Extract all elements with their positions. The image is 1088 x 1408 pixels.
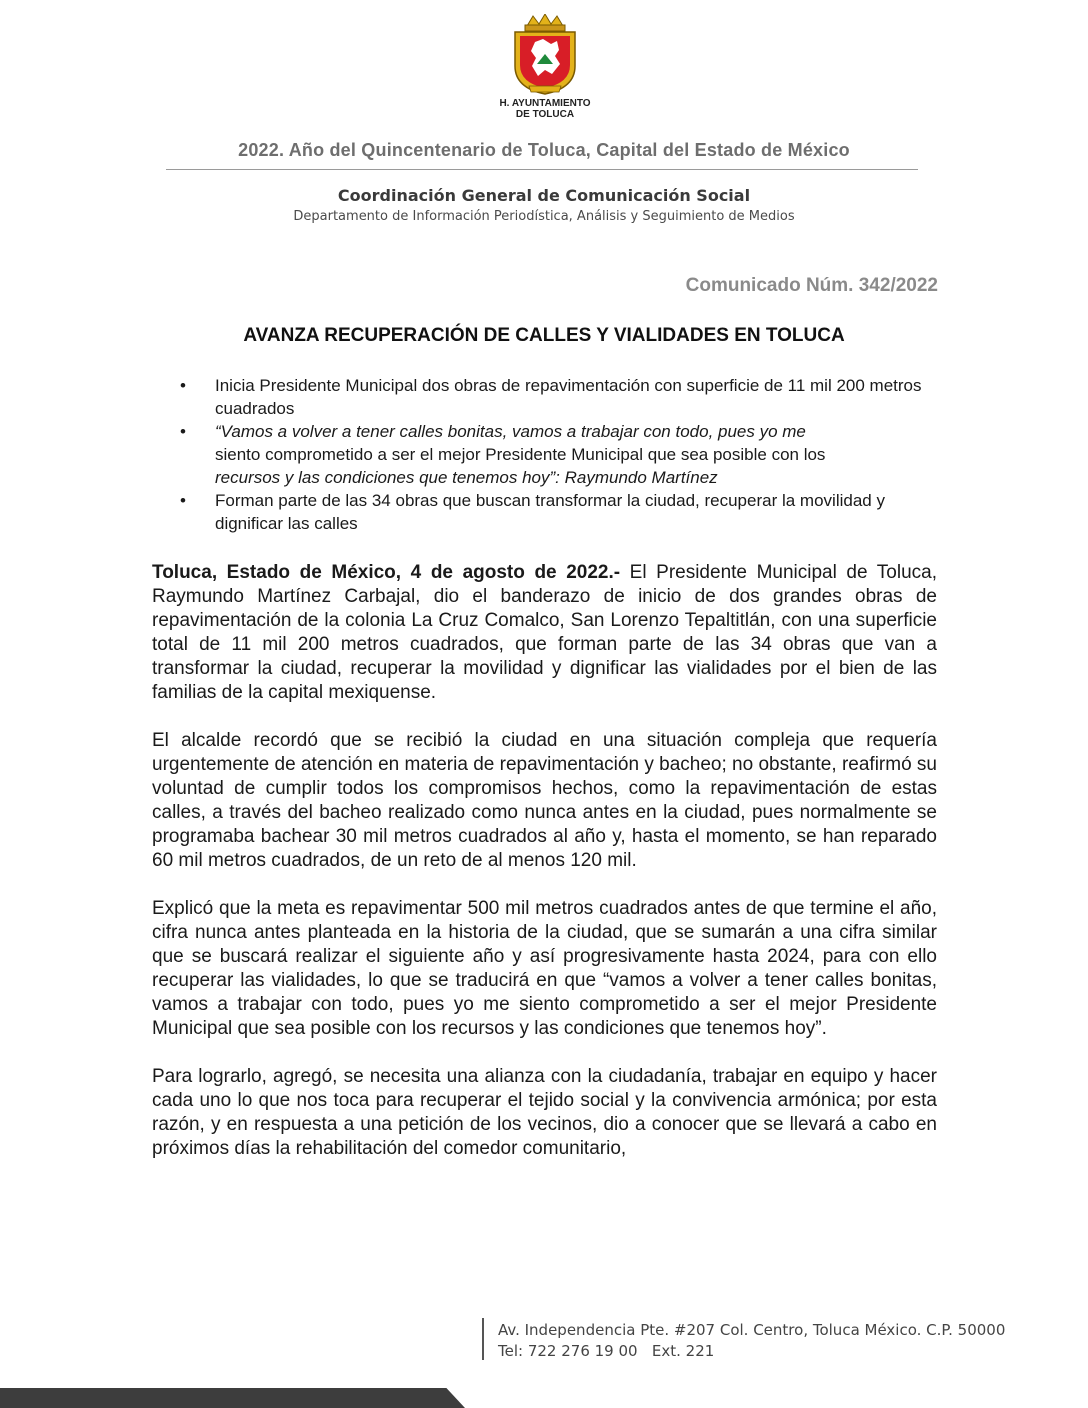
bullet-dot-icon: • <box>180 376 186 395</box>
toluca-logo <box>490 14 600 124</box>
bullet-text: Inicia Presidente Municipal dos obras de repavimentación con superficie de 11 mil 200 metros cuadrados <box>215 376 922 418</box>
bullet-text: Forman parte de las 34 obras que buscan transformar la ciudad, recuperar la movilidad y dignificar las calles <box>215 491 885 533</box>
year-title: 2022. Año del Quincentenario de Toluca, Capital del Estado de México <box>238 140 850 160</box>
logo-text: H. AYUNTAMIENTO DE TOLUCA <box>499 98 591 120</box>
bullet-dot-icon: • <box>180 422 186 441</box>
footer-phone-line <box>498 1341 1005 1362</box>
paragraph-1-text: El Presidente Municipal de Toluca, Raymundo Martínez Carbajal, dio el banderazo de inicio de dos grandes obras de repavimentación de la colonia La Cruz Comalco, San Lorenzo Tepaltitlán, con una superficie total de 11 mil 200 metros cuadrados, que forman parte de las 34 obras que van a transformar la ciudad, recuperar la movilidad y dignificar las vialidades por el bien de las familias de la capital mexiquense. <box>152 562 937 703</box>
bullet-quote-part-3: recursos y las condiciones que tenemos hoy”: Raymundo Martínez <box>215 468 718 487</box>
bullet-quote-part-2: siento comprometido a ser el mejor Presidente Municipal que sea posible con los <box>215 445 826 464</box>
paragraph-4: Para lograrlo, agregó, se necesita una alianza con la ciudadanía, trabajar en equipo y hacer cada uno lo que nos toca para recuperar el tejido social y la convivencia armónica; por esta razón, y en respuesta a una petición de los vecinos, dio a conocer que se llevará a cabo en próximos días la rehabilitación del comedor comunitario, <box>152 1066 937 1159</box>
dateline: Toluca, Estado de México, 4 de agosto de 2022.- <box>152 562 621 583</box>
summary-bullets <box>180 374 925 535</box>
bullet-item <box>180 420 925 489</box>
toluca-coat-of-arms-icon <box>505 14 585 98</box>
coordination-title: Coordinación General de Comunicación Social <box>337 186 751 205</box>
footer-band <box>0 1388 465 1408</box>
footer-contact <box>498 1320 1005 1362</box>
bullet-quote-part-1: “Vamos a volver a tener calles bonitas, vamos a trabajar con todo, pues yo me <box>215 422 806 441</box>
footer-address: Av. Independencia Pte. #207 Col. Centro, Toluca México. C.P. 50000 <box>498 1321 1006 1339</box>
article-body <box>152 561 937 1185</box>
bullet-item <box>180 489 925 535</box>
paragraph-2: El alcalde recordó que se recibió la ciudad en una situación compleja que requería urgentemente de atención en materia de repavimentación y bacheo; no obstante, reafirmó su voluntad de cumplir todos los compromisos hechos, como la repavimentación de estas calles, a través del bacheo realizado como nunca antes en la ciudad, pues normalmente se programaba bachear 30 mil metros cuadrados al año y, hasta el momento, se han reparado 60 mil metros cuadrados, de un reto de al menos 120 mil. <box>152 730 937 871</box>
comunicado-number: Comunicado Núm. 342/2022 <box>685 275 938 296</box>
paragraph-1 <box>152 561 937 705</box>
department-title: Departamento de Información Periodística, Análisis y Seguimiento de Medios <box>293 209 795 224</box>
header-divider <box>166 169 918 170</box>
footer-phone: Tel: 722 276 19 00 <box>498 1342 638 1360</box>
footer-ext: Ext. 221 <box>651 1342 715 1360</box>
bullet-item <box>180 374 925 420</box>
bullet-dot-icon: • <box>180 491 186 510</box>
paragraph-3: Explicó que la meta es repavimentar 500 mil metros cuadrados antes de que termine el año, cifra nunca antes planteada en la historia de la ciudad, que se sumarán a una cifra similar que se buscará realizar el siguiente año y así progresivamente hasta 2024, para con ello recuperar las vialidades, lo que se traducirá en que “vamos a volver a tener calles bonitas, vamos a trabajar con todo, pues yo me siento comprometido a ser el mejor Presidente Municipal que sea posible con los recursos y las condiciones que tenemos hoy”. <box>152 898 937 1039</box>
headline: AVANZA RECUPERACIÓN DE CALLES Y VIALIDADES EN TOLUCA <box>243 325 845 346</box>
footer-divider <box>482 1318 484 1360</box>
